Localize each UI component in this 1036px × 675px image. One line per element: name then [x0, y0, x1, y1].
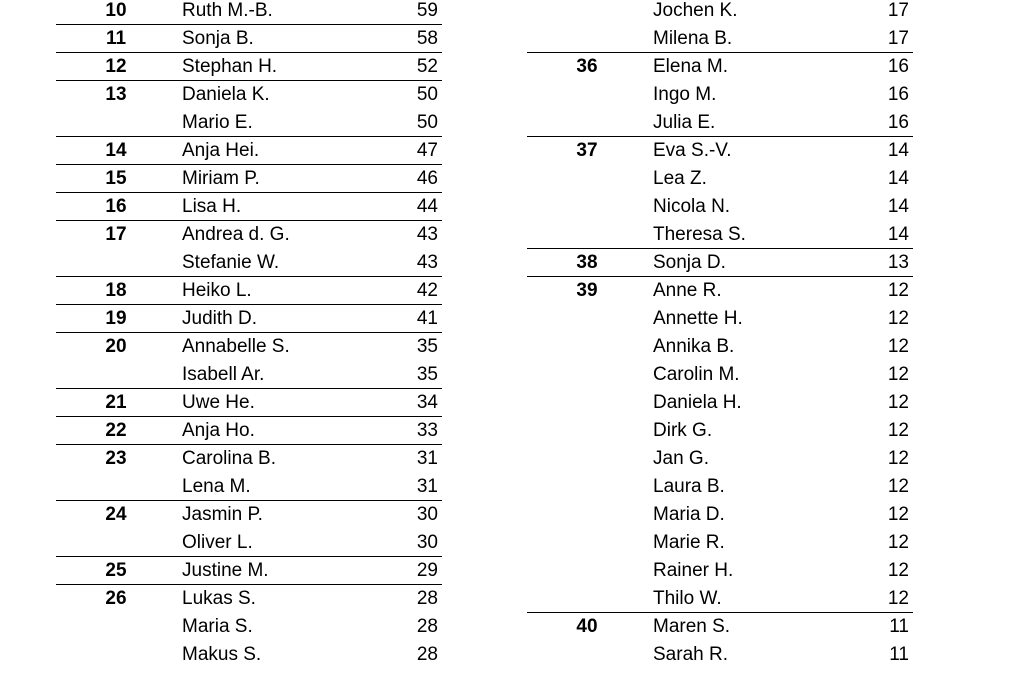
ranking-row — [527, 473, 913, 501]
rank-number: 13 — [105, 84, 127, 105]
player-name: Lisa H. — [182, 196, 242, 217]
rank-number: 36 — [576, 56, 598, 77]
player-name: Maria D. — [653, 504, 725, 525]
ranking-row — [56, 613, 442, 641]
rank-number: 37 — [576, 140, 598, 161]
player-score: 12 — [887, 588, 909, 609]
ranking-row — [56, 277, 442, 305]
player-score: 42 — [416, 280, 438, 301]
ranking-row — [527, 81, 913, 109]
rank-number: 16 — [105, 196, 127, 217]
player-score: 30 — [416, 532, 438, 553]
rank-number: 25 — [105, 560, 127, 581]
rank-number: 15 — [105, 168, 127, 189]
player-name: Oliver L. — [182, 532, 253, 553]
rank-number: 22 — [105, 420, 127, 441]
player-name: Jan G. — [653, 448, 709, 469]
player-name: Maria S. — [182, 616, 253, 637]
rank-number: 12 — [105, 56, 127, 77]
player-score: 17 — [887, 0, 909, 21]
player-name: Anja Ho. — [182, 420, 255, 441]
player-score: 12 — [887, 308, 909, 329]
ranking-row — [527, 529, 913, 557]
rank-number: 40 — [576, 616, 598, 637]
ranking-table-right — [527, 0, 913, 669]
player-score: 11 — [889, 644, 909, 665]
player-score: 12 — [887, 532, 909, 553]
player-name: Daniela K. — [182, 84, 270, 105]
player-name: Milena B. — [653, 28, 733, 49]
ranking-row — [56, 333, 442, 361]
rank-number: 24 — [105, 504, 127, 525]
rank-number: 11 — [105, 28, 127, 49]
ranking-row — [527, 641, 913, 669]
ranking-row — [527, 613, 913, 641]
player-score: 46 — [416, 168, 438, 189]
ranking-row — [527, 193, 913, 221]
player-name: Ruth M.-B. — [182, 0, 273, 21]
ranking-table-left — [56, 0, 442, 669]
player-name: Miriam P. — [182, 168, 260, 189]
ranking-row — [56, 53, 442, 81]
player-score: 30 — [416, 504, 438, 525]
player-name: Theresa S. — [653, 224, 746, 245]
player-name: Marie R. — [653, 532, 725, 553]
ranking-row — [56, 249, 442, 277]
player-name: Justine M. — [182, 560, 269, 581]
ranking-row — [56, 557, 442, 585]
player-score: 12 — [887, 280, 909, 301]
player-score: 16 — [887, 112, 909, 133]
player-score: 16 — [887, 84, 909, 105]
player-score: 50 — [416, 112, 438, 133]
player-name: Heiko L. — [182, 280, 252, 301]
rank-number: 18 — [105, 280, 127, 301]
player-name: Daniela H. — [653, 392, 742, 413]
player-name: Uwe He. — [182, 392, 255, 413]
ranking-row — [527, 305, 913, 333]
player-name: Lukas S. — [182, 588, 256, 609]
player-score: 31 — [416, 476, 438, 497]
ranking-row — [527, 389, 913, 417]
ranking-row — [527, 277, 913, 305]
player-name: Stefanie W. — [182, 252, 280, 273]
rank-number: 39 — [576, 280, 598, 301]
player-name: Anne R. — [653, 280, 722, 301]
player-score: 47 — [416, 140, 438, 161]
player-name: Andrea d. G. — [182, 224, 290, 245]
rank-number: 26 — [105, 588, 127, 609]
ranking-row — [56, 445, 442, 473]
player-name: Sonja B. — [182, 28, 254, 49]
player-name: Annette H. — [653, 308, 743, 329]
player-score: 11 — [889, 616, 909, 637]
ranking-row — [527, 333, 913, 361]
ranking-row — [56, 389, 442, 417]
player-name: Annika B. — [653, 336, 735, 357]
player-name: Jasmin P. — [182, 504, 263, 525]
player-name: Makus S. — [182, 644, 262, 665]
ranking-row — [527, 165, 913, 193]
player-name: Ingo M. — [653, 84, 717, 105]
rank-number: 20 — [105, 336, 127, 357]
ranking-row — [56, 193, 442, 221]
player-score: 12 — [887, 364, 909, 385]
player-name: Jochen K. — [653, 0, 738, 21]
player-score: 12 — [887, 392, 909, 413]
ranking-row — [56, 221, 442, 249]
ranking-row — [527, 585, 913, 613]
player-score: 12 — [887, 336, 909, 357]
player-score: 41 — [416, 308, 438, 329]
player-score: 17 — [887, 28, 909, 49]
ranking-row — [56, 25, 442, 53]
player-score: 14 — [887, 224, 909, 245]
ranking-row — [56, 361, 442, 389]
player-score: 14 — [887, 168, 909, 189]
player-name: Carolina B. — [182, 448, 276, 469]
rank-number: 10 — [105, 0, 127, 21]
ranking-row — [527, 249, 913, 277]
player-score: 43 — [416, 224, 438, 245]
ranking-row — [527, 25, 913, 53]
player-score: 59 — [416, 0, 438, 21]
ranking-row — [527, 557, 913, 585]
ranking-row — [56, 109, 442, 137]
ranking-row — [56, 417, 442, 445]
player-score: 12 — [887, 448, 909, 469]
player-score: 14 — [887, 196, 909, 217]
player-score: 35 — [416, 364, 438, 385]
player-score: 33 — [416, 420, 438, 441]
ranking-row — [56, 641, 442, 669]
ranking-row — [527, 109, 913, 137]
ranking-row — [56, 137, 442, 165]
player-name: Nicola N. — [653, 196, 731, 217]
player-name: Dirk G. — [653, 420, 713, 441]
player-name: Lena M. — [182, 476, 251, 497]
player-name: Annabelle S. — [182, 336, 290, 357]
player-score: 28 — [416, 616, 438, 637]
ranking-row — [527, 137, 913, 165]
player-score: 12 — [887, 560, 909, 581]
player-name: Isabell Ar. — [182, 364, 265, 385]
player-name: Stephan H. — [182, 56, 278, 77]
ranking-row — [527, 445, 913, 473]
player-name: Maren S. — [653, 616, 731, 637]
player-score: 12 — [887, 420, 909, 441]
rank-number: 21 — [105, 392, 127, 413]
player-name: Julia E. — [653, 112, 716, 133]
player-name: Sonja D. — [653, 252, 726, 273]
player-score: 50 — [416, 84, 438, 105]
ranking-row — [56, 585, 442, 613]
player-score: 44 — [416, 196, 438, 217]
ranking-row — [56, 165, 442, 193]
player-score: 16 — [887, 56, 909, 77]
player-score: 43 — [416, 252, 438, 273]
player-name: Thilo W. — [653, 588, 722, 609]
ranking-row — [527, 501, 913, 529]
ranking-row — [56, 473, 442, 501]
rank-number: 14 — [105, 140, 127, 161]
player-name: Rainer H. — [653, 560, 734, 581]
rank-number: 17 — [105, 224, 127, 245]
player-name: Carolin M. — [653, 364, 740, 385]
player-name: Sarah R. — [653, 644, 728, 665]
ranking-row — [527, 221, 913, 249]
ranking-row — [56, 529, 442, 557]
player-score: 35 — [416, 336, 438, 357]
ranking-row — [527, 361, 913, 389]
player-name: Laura B. — [653, 476, 725, 497]
player-score: 58 — [416, 28, 438, 49]
player-name: Anja Hei. — [182, 140, 260, 161]
ranking-row — [527, 417, 913, 445]
ranking-row — [56, 501, 442, 529]
player-score: 28 — [416, 588, 438, 609]
rank-number: 19 — [105, 308, 127, 329]
player-name: Eva S.-V. — [653, 140, 732, 161]
ranking-row — [56, 81, 442, 109]
player-score: 31 — [416, 448, 438, 469]
player-name: Elena M. — [653, 56, 728, 77]
player-score: 13 — [887, 252, 909, 273]
ranking-row — [527, 53, 913, 81]
player-score: 52 — [416, 56, 438, 77]
ranking-row — [56, 305, 442, 333]
player-score: 28 — [416, 644, 438, 665]
player-name: Mario E. — [182, 112, 253, 133]
rank-number: 23 — [105, 448, 127, 469]
player-name: Lea Z. — [653, 168, 707, 189]
player-score: 14 — [887, 140, 909, 161]
player-score: 12 — [887, 476, 909, 497]
ranking-row — [56, 0, 442, 25]
ranking-row — [527, 0, 913, 25]
player-score: 29 — [416, 560, 438, 581]
rank-number: 38 — [576, 252, 598, 273]
player-name: Judith D. — [182, 308, 257, 329]
player-score: 12 — [887, 504, 909, 525]
player-score: 34 — [416, 392, 438, 413]
